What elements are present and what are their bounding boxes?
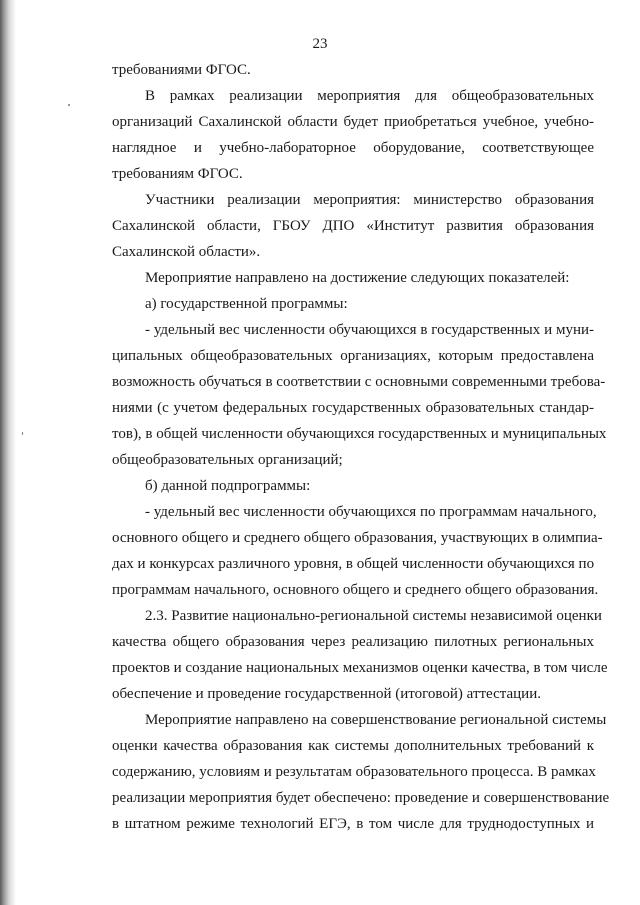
text-line: 2.3. Развитие национально-региональной системы независимой оценки: [145, 608, 602, 624]
scan-speck: [68, 104, 70, 106]
text-line: содержанию, условиям и результатам образовательного процесса. В рамках: [112, 764, 596, 780]
text-line: Сахалинской области, ГБОУ ДПО «Институт развития образования: [112, 218, 594, 234]
text-line: Мероприятие направлено на достижение следующих показателей:: [145, 270, 570, 286]
text-line: Участники реализации мероприятия: министерство образования: [145, 192, 594, 208]
text-line: общеобразовательных организаций;: [112, 452, 343, 468]
text-line: проектов и создание национальных механизмов оценки качества, в том числе: [112, 660, 608, 676]
text-line: требованиям ФГОС.: [112, 166, 243, 182]
page-number: 23: [312, 36, 328, 52]
text-line: б) данной подпрограммы:: [145, 478, 311, 494]
text-line: возможность обучаться в соответствии с основными современными требова-: [112, 374, 606, 390]
text-line: основного общего и среднего общего образования, участвующих в олимпиа-: [112, 530, 603, 546]
text-line: Сахалинской области».: [112, 244, 261, 260]
text-line: - удельный вес численности обучающихся по программам начального,: [145, 504, 597, 520]
text-line: ниями (с учетом федеральных государственных образовательных стандар-: [112, 400, 594, 416]
text-line: требованиями ФГОС.: [112, 62, 251, 78]
text-line: В рамках реализации мероприятия для общеобразовательных: [145, 88, 594, 104]
text-line: дах и конкурсах различного уровня, в общей численности обучающихся по: [112, 556, 595, 572]
text-line: в штатном режиме технологий ЕГЭ, в том числе для труднодоступных и: [112, 816, 594, 832]
text-line: тов), в общей численности обучающихся государственных и муниципальных: [112, 426, 607, 442]
text-line: ципальных общеобразовательных организациях, которым предоставлена: [112, 348, 594, 364]
text-line: оценки качества образования как системы дополнительных требований к: [112, 738, 594, 754]
scan-edge-shadow: [0, 0, 16, 905]
text-line: обеспечение и проведение государственной (итоговой) аттестации.: [112, 686, 541, 702]
text-line: реализации мероприятия будет обеспечено: проведение и совершенствование: [112, 790, 610, 806]
text-line: - удельный вес численности обучающихся в государственных и муни-: [145, 322, 594, 338]
text-line: организаций Сахалинской области будет приобретаться учебное, учебно-: [112, 114, 594, 130]
text-line: Мероприятие направлено на совершенствование региональной системы: [145, 712, 607, 728]
scan-speck: [22, 432, 23, 435]
text-line: программам начального, основного общего и среднего общего образования.: [112, 582, 599, 598]
text-line: наглядное и учебно-лабораторное оборудование, соответствующее: [112, 140, 594, 156]
text-line: а) государственной программы:: [145, 296, 348, 312]
text-line: качества общего образования через реализацию пилотных региональных: [112, 634, 594, 650]
